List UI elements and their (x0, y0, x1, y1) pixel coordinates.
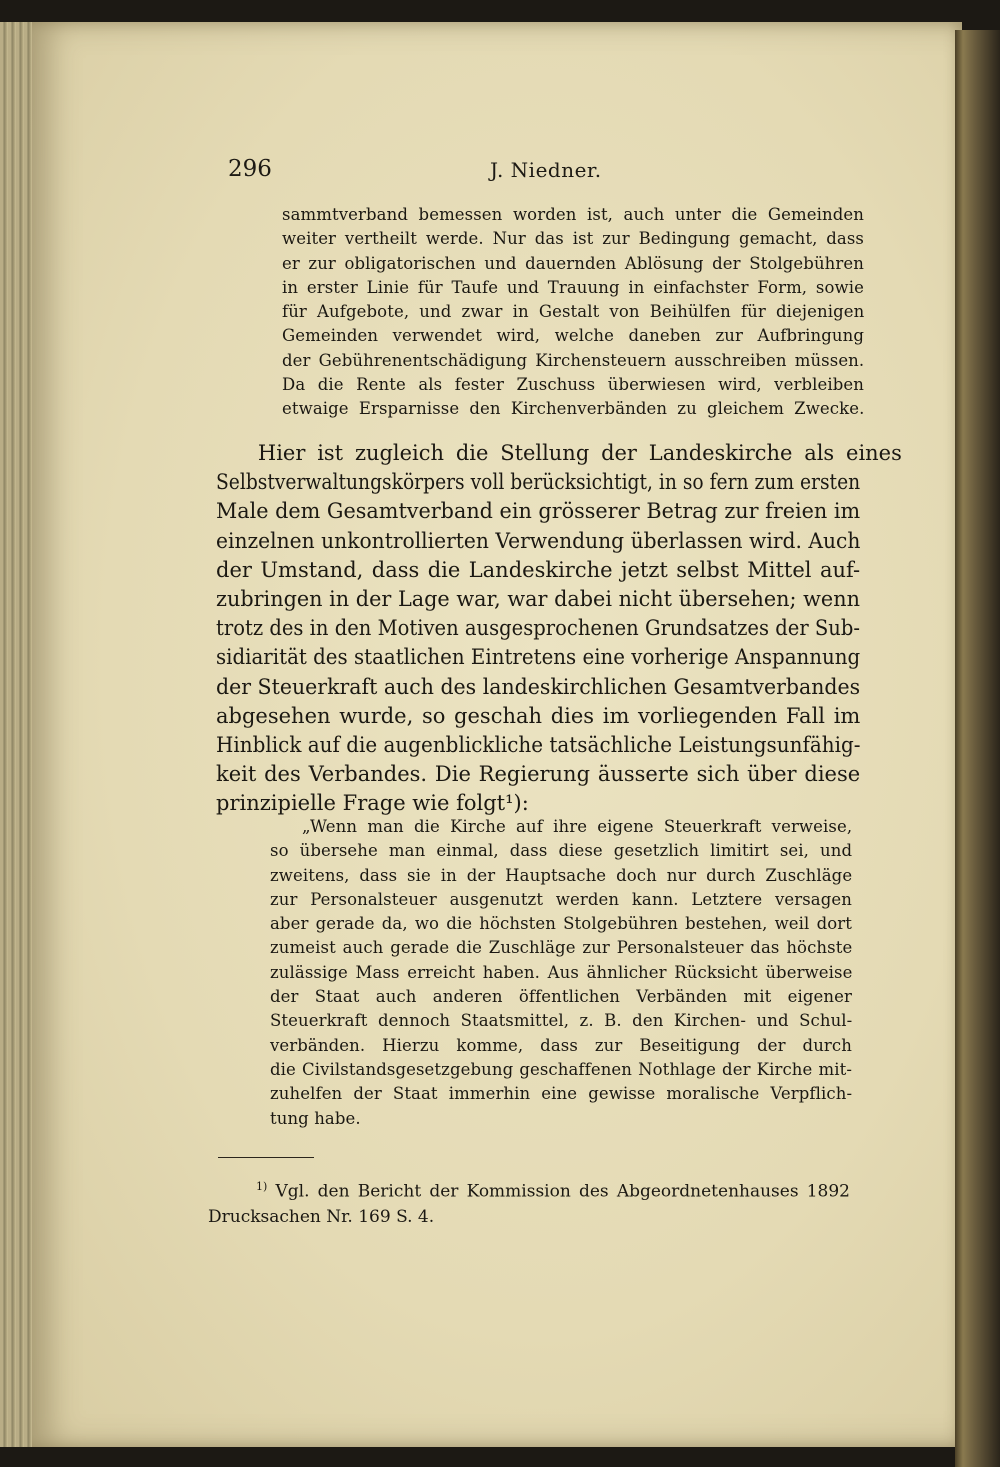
text-line: für Aufgebote, und zwar in Gestalt von Beihülfen für diejenigen (282, 302, 865, 322)
text-line: in erster Linie für Taufe und Trauung in einfachster Form, sowie (282, 277, 864, 297)
text-line: Hier ist zugleich die Stellung der Landeskirche als eines (257, 441, 902, 465)
text-line: zuhelfen der Staat immerhin eine gewisse moralische Verpflich- (270, 1084, 853, 1104)
text-line: sidiarität des staatlichen Eintretens eine vorherige Anspannung (216, 645, 861, 670)
page-header (228, 156, 858, 192)
footnote-marker: 1) (256, 1180, 268, 1193)
text-line: einzelnen unkontrollierten Verwendung überlassen wird. Auch (216, 528, 861, 553)
text-line: Steuerkraft dennoch Staatsmittel, z. B. den Kirchen- und Schul- (270, 1011, 853, 1031)
text-line: zumeist auch gerade die Zuschläge zur Personalsteuer das höchste (270, 938, 853, 958)
text-line: Male dem Gesamtverband ein grösserer Betrag zur freien im (216, 499, 861, 524)
text-line: sammtverband bemessen worden ist, auch unter die Gemeinden (282, 205, 864, 224)
paragraph-main (216, 439, 902, 819)
text-line: tung habe. (270, 1108, 361, 1128)
text-line: trotz des in den Motiven ausgesprochenen Grundsatzes der Sub- (216, 616, 860, 641)
text-line: „Wenn man die Kirche auf ihre eigene Steuerkraft verweise, (302, 817, 853, 836)
text-line: der Gebührenentschädigung Kirchensteuern ausschreiben müssen. (282, 350, 865, 370)
text-line: Hinblick auf die augenblickliche tatsächliche Leistungsunfähig- (216, 733, 861, 758)
text-line: Gemeinden verwendet wird, welche daneben zur Aufbringung (282, 326, 864, 346)
text-line: weiter vertheilt werde. Nur das ist zur Bedingung gemacht, dass (282, 229, 864, 249)
text-line: der Steuerkraft auch des landeskirchlichen Gesamtverbandes (216, 674, 861, 699)
text-line: keit des Verbandes. Die Regierung äusserte sich über diese (216, 762, 861, 787)
text-line: prinzipielle Frage wie folgt¹): (216, 791, 529, 816)
text-line: abgesehen wurde, so geschah dies im vorliegenden Fall im (216, 703, 861, 728)
text-line: zulässige Mass erreicht haben. Aus ähnlicher Rücksicht überweise (270, 962, 853, 982)
text-line: verbänden. Hierzu komme, dass zur Beseitigung der durch (270, 1035, 852, 1055)
text-line: aber gerade da, wo die höchsten Stolgebühren bestehen, weil dort (270, 914, 852, 934)
footnote-text: Vgl. den Bericht der Kommission des Abgeordnetenhauses 1892 (275, 1181, 850, 1202)
text-line: zur Personalsteuer ausgenutzt werden kann. Letztere versagen (270, 889, 852, 909)
text-line: er zur obligatorischen und dauernden Ablösung der Stolgebühren (282, 253, 864, 273)
footnote (208, 1174, 850, 1230)
page-number: 296 (228, 156, 272, 182)
footnote-line: Drucksachen Nr. 169 S. 4. (208, 1206, 435, 1227)
running-head: J. Niedner. (490, 158, 602, 182)
text-line: zweitens, dass sie in der Hauptsache doch nur durch Zuschläge (270, 865, 853, 885)
text-line: etwaige Ersparnisse den Kirchenverbänden zu gleichem Zwecke. (282, 399, 865, 419)
text-line: der Staat auch anderen öffentlichen Verbänden mit eigener (270, 987, 852, 1007)
block-quote (270, 815, 852, 1131)
binding-shadow (955, 30, 1000, 1467)
paragraph-continued (282, 203, 864, 422)
text-line: Da die Rente als fester Zuschuss überwiesen wird, verbleiben (282, 375, 864, 395)
text-line: der Umstand, dass die Landeskirche jetzt selbst Mittel auf- (216, 557, 861, 582)
footnote-rule (218, 1157, 314, 1158)
text-line: Selbstverwaltungskörpers voll berücksichtigt, in so fern zum ersten (216, 470, 861, 495)
text-line: so übersehe man einmal, dass diese gesetzlich limitirt sei, und (270, 841, 853, 861)
text-line: die Civilstandsgesetzgebung geschaffenen Nothlage der Kirche mit- (270, 1059, 852, 1079)
footnote-line (208, 1174, 850, 1205)
text-line: zubringen in der Lage war, war dabei nicht übersehen; wenn (216, 587, 860, 612)
